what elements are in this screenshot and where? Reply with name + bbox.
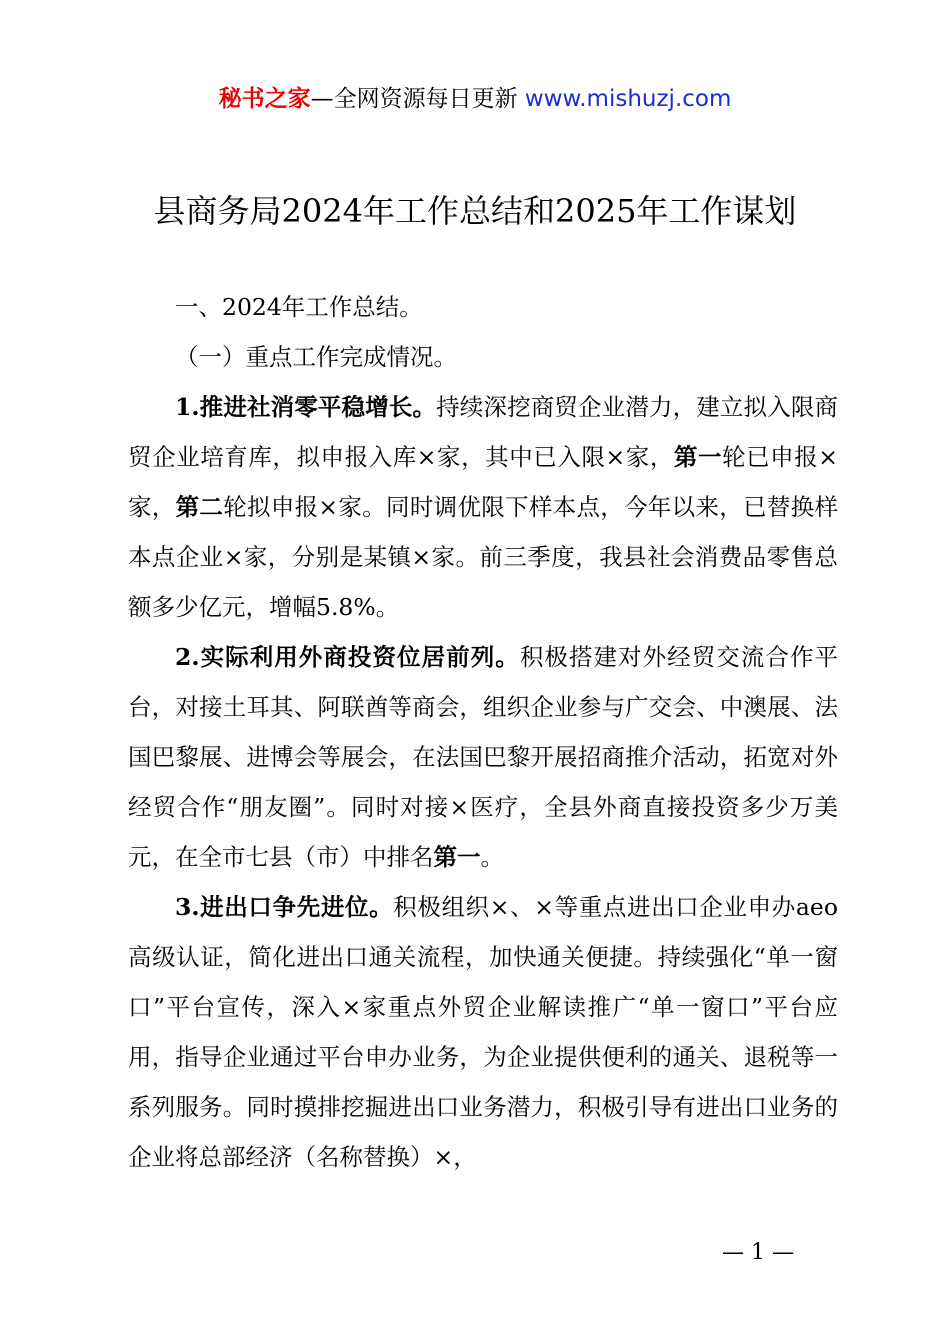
paragraph-text: 轮已申报×家， (128, 443, 839, 521)
emphasis-text: 第一 (673, 443, 723, 471)
header-tagline: —全网资源每日更新 (310, 86, 525, 112)
paragraph-text: 积极组织×、×等重点进出口企业申办aeo高级认证，简化进出口通关流程，加快通关便捷。持续强化“单一窗口”平台宣传，深入×家重点外贸企业解读推广“单一窗口”平台应用，指导企业通过平台申办业务，为企业提供便利的通关、退税等一系列服务。同时摸排挖掘进出口业务潜力，积极引导有进出口业务的企业将总部经济（名称替换）×， (128, 893, 838, 1171)
emphasis-text: 第一 (433, 843, 481, 871)
page-number: — 1 — (722, 1240, 794, 1265)
paragraph-text: 积极搭建对外经贸交流合作平台，对接土耳其、阿联酋等商会，组织企业参与广交会、中澳展、法国巴黎展、进博会等展会，在法国巴黎开展招商推介活动，拓宽对外经贸合作“朋友圈”。同时对接×医疗，全县外商直接投资多少万美元，在全市七县（市）中排名 (128, 643, 838, 871)
section-heading: 一、2024年工作总结。 (175, 293, 423, 321)
site-url[interactable]: www.mishuzj.com (524, 86, 732, 112)
paragraph-text: 。 (480, 843, 504, 871)
paragraph-lead: 3.进出口争先进位。 (175, 893, 394, 921)
brand-name: 秘书之家 (218, 86, 311, 112)
paragraph-text: 持续深挖商贸企业潜力，建立拟入限商贸企业培育库，拟申报入库×家，其中已入限×家， (128, 393, 838, 471)
paragraph-3 (128, 882, 838, 1182)
paragraph-1 (128, 382, 838, 632)
paragraph-text: 轮拟申报×家。同时调优限下样本点，今年以来，已替换样本点企业×家，分别是某镇×家。前三季度，我县社会消费品零售总额多少亿元，增幅5.8%。 (128, 493, 838, 621)
document-title: 县商务局2024年工作总结和2025年工作谋划 (153, 192, 797, 230)
paragraph-2 (128, 632, 838, 882)
subsection-heading: （一）重点工作完成情况。 (175, 343, 457, 371)
site-header (0, 80, 950, 113)
document-body (128, 282, 838, 1182)
paragraph-lead: 1.推进社消零平稳增长。 (175, 393, 437, 421)
paragraph-lead: 2.实际利用外商投资位居前列。 (175, 643, 520, 671)
emphasis-text: 第二 (175, 493, 224, 521)
